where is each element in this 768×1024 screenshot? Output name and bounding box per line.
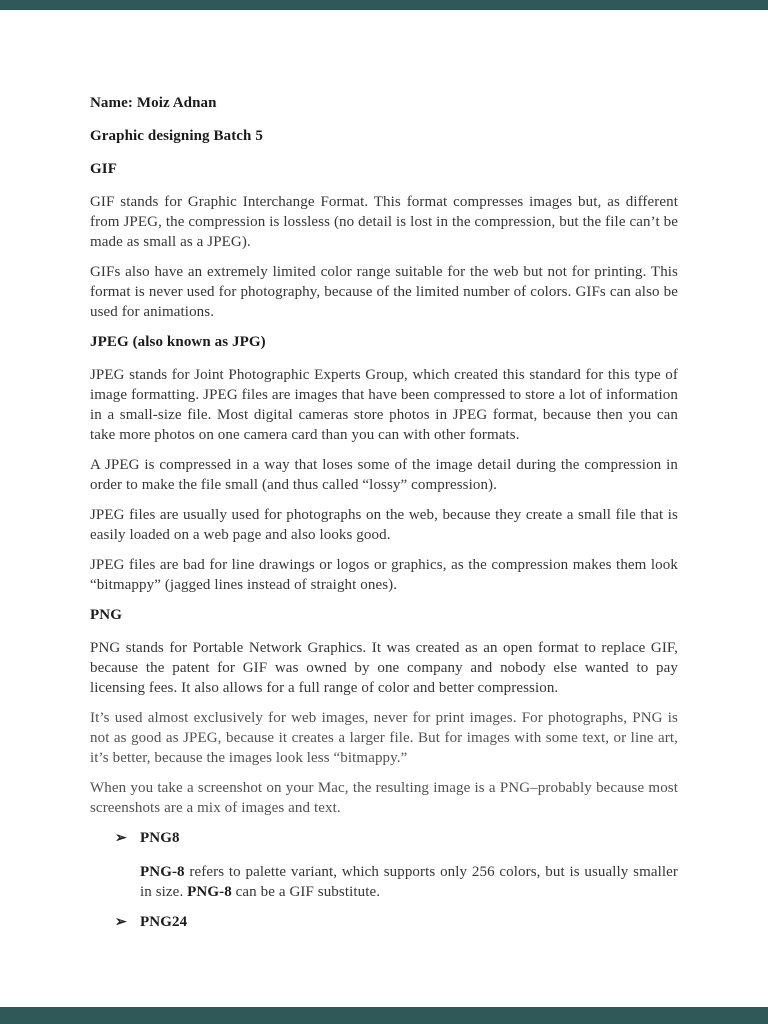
doc-paragraph: GIFs also have an extremely limited color range suitable for the web but not for printing. This format is never used for photography, because of the limited number of colors. GIFs can also be used for animations.	[90, 264, 678, 320]
doc-heading: GIF	[90, 161, 117, 177]
doc-paragraph: JPEG files are bad for line drawings or logos or graphics, as the compression makes them look “bitmappy” (jagged lines instead of straight ones).	[90, 557, 678, 593]
bold-term: PNG-8	[140, 864, 185, 880]
doc-heading: PNG	[90, 607, 122, 623]
text-segment: can be a GIF substitute.	[231, 884, 381, 900]
doc-paragraph: A JPEG is compressed in a way that loses some of the image detail during the compression in order to make the file small (and thus called “lossy” compression).	[90, 457, 678, 493]
doc-paragraph: JPEG files are usually used for photographs on the web, because they create a small file that is easily loaded on a web page and also looks good.	[90, 507, 678, 543]
viewer-chrome-top-bar	[0, 0, 768, 10]
doc-paragraph: When you take a screenshot on your Mac, the resulting image is a PNG–probably because most screenshots are a mix of images and text.	[90, 780, 678, 816]
doc-paragraph: It’s used almost exclusively for web images, never for print images. For photographs, PNG is not as good as JPEG, because it creates a larger file. But for images with some text, or line art, it’s better, because the images look less “bitmappy.”	[90, 710, 678, 766]
bullet-list-item	[115, 828, 678, 849]
bullet-list-item	[115, 912, 678, 933]
arrow-bullet-icon: ➢	[115, 831, 127, 846]
doc-heading: Name: Moiz Adnan	[90, 95, 217, 111]
viewer-chrome-bottom-bar	[0, 1007, 768, 1024]
doc-paragraph: GIF stands for Graphic Interchange Format. This format compresses images but, as different from JPEG, the compression is lossless (no detail is lost in the compression, but the file can’t be made as small as a JPEG).	[90, 194, 678, 250]
doc-heading: JPEG (also known as JPG)	[90, 334, 266, 350]
doc-heading: Graphic designing Batch 5	[90, 128, 263, 144]
bold-term: PNG-8	[187, 884, 232, 900]
document-page-content	[90, 93, 678, 946]
doc-paragraph: JPEG stands for Joint Photographic Experts Group, which created this standard for this type of image formatting. JPEG files are images that have been compressed to store a lot of information in a small-size file. Most digital cameras store photos in JPEG format, because then you can take more photos on one camera card than you can with other formats.	[90, 367, 678, 443]
arrow-bullet-icon: ➢	[115, 915, 127, 930]
doc-paragraph: PNG stands for Portable Network Graphics. It was created as an open format to replace GIF, because the patent for GIF was owned by one company and nobody else wanted to pay licensing fees. It also allows for a full range of color and better compression.	[90, 640, 678, 696]
bullet-label: PNG24	[140, 914, 188, 930]
text-segment: refers to palette variant, which supports only 256 colors, but is usually smaller in size.	[140, 864, 678, 900]
bullet-label: PNG8	[140, 830, 180, 846]
doc-sub-paragraph	[140, 862, 678, 902]
